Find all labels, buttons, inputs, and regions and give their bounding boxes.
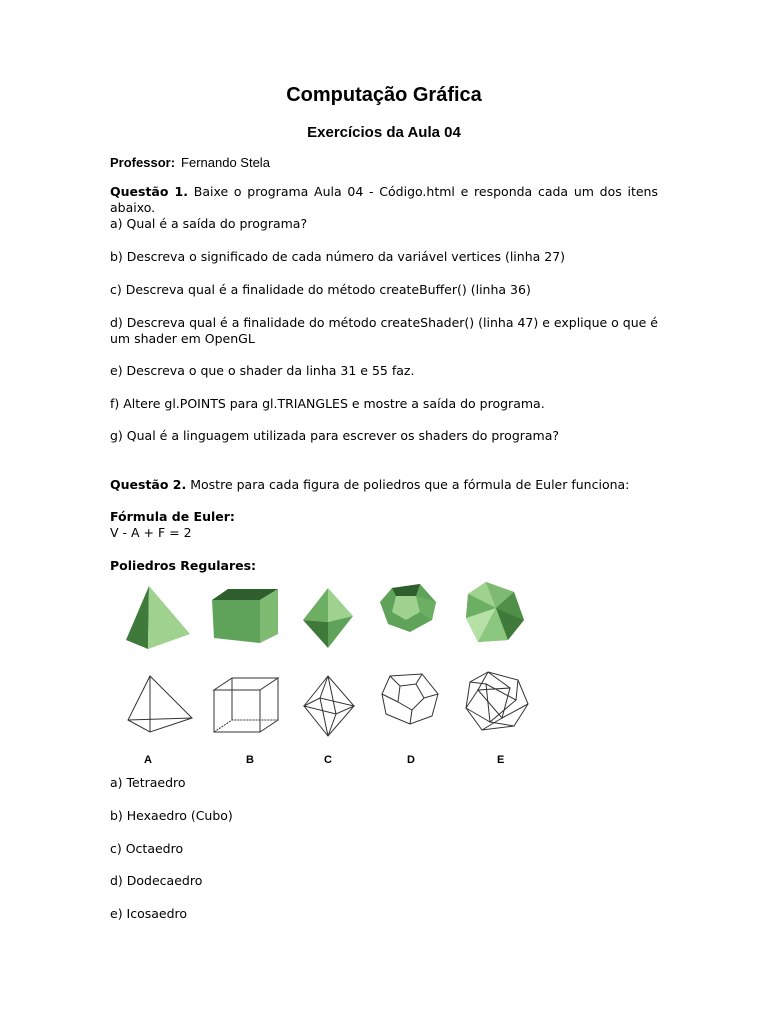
question-1-item-f: f) Altere gl.POINTS para gl.TRIANGLES e mostre a saída do programa. <box>110 396 545 411</box>
professor-line <box>110 155 270 170</box>
polyhedron-item-c: c) Octaedro <box>110 841 184 856</box>
tetrahedron-solid <box>126 586 190 649</box>
polyhedra-figure <box>110 578 550 770</box>
professor-name: Fernando Stela <box>181 155 270 170</box>
question-1-text: Baixe o programa Aula 04 - Código.html e responda cada um dos itens abaixo. <box>110 184 658 215</box>
question-1-item-c: c) Descreva qual é a finalidade do método createBuffer() (linha 36) <box>110 282 531 297</box>
dodecahedron-wireframe <box>382 674 438 724</box>
octahedron-solid <box>303 588 353 648</box>
figure-label-b: B <box>246 754 254 766</box>
question-2-intro <box>110 477 658 493</box>
figure-label-c: C <box>324 754 332 766</box>
question-1-item-e: e) Descreva o que o shader da linha 31 e 55 faz. <box>110 363 415 378</box>
icosahedron-wireframe <box>466 672 528 730</box>
question-1-label: Questão 1. <box>110 184 189 199</box>
page-subtitle: Exercícios da Aula 04 <box>307 124 461 141</box>
polyhedron-item-d: d) Dodecaedro <box>110 873 203 888</box>
dodecahedron-solid <box>380 584 436 632</box>
figure-label-e: E <box>497 754 505 766</box>
cube-wireframe <box>214 678 278 732</box>
question-2-text: Mostre para cada figura de poliedros que a fórmula de Euler funciona: <box>190 477 630 492</box>
page-title: Computação Gráfica <box>286 84 482 106</box>
icosahedron-solid <box>466 582 524 642</box>
question-1-item-a: a) Qual é a saída do programa? <box>110 216 308 231</box>
figure-label-d: D <box>407 754 415 766</box>
figure-label-a: A <box>144 754 152 766</box>
question-2-label: Questão 2. <box>110 477 187 492</box>
polyhedron-item-e: e) Icosaedro <box>110 906 188 921</box>
question-1-item-g: g) Qual é a linguagem utilizada para escrever os shaders do programa? <box>110 428 560 443</box>
cube-solid <box>212 589 278 643</box>
euler-formula: V - A + F = 2 <box>110 525 192 540</box>
polyhedron-item-a: a) Tetraedro <box>110 775 186 790</box>
polyhedra-heading: Poliedros Regulares: <box>110 558 257 573</box>
question-1-item-d: d) Descreva qual é a finalidade do método createShader() (linha 47) e explique o que é um shader em OpenGL <box>110 315 658 346</box>
question-1-item-b: b) Descreva o significado de cada número da variável vertices (linha 27) <box>110 249 566 264</box>
question-1-intro <box>110 184 658 216</box>
euler-heading: Fórmula de Euler: <box>110 509 235 524</box>
professor-label: Professor: <box>110 155 176 170</box>
polyhedron-item-b: b) Hexaedro (Cubo) <box>110 808 233 823</box>
octahedron-wireframe <box>304 676 354 736</box>
tetrahedron-wireframe <box>128 676 192 732</box>
wireframes <box>128 672 528 736</box>
